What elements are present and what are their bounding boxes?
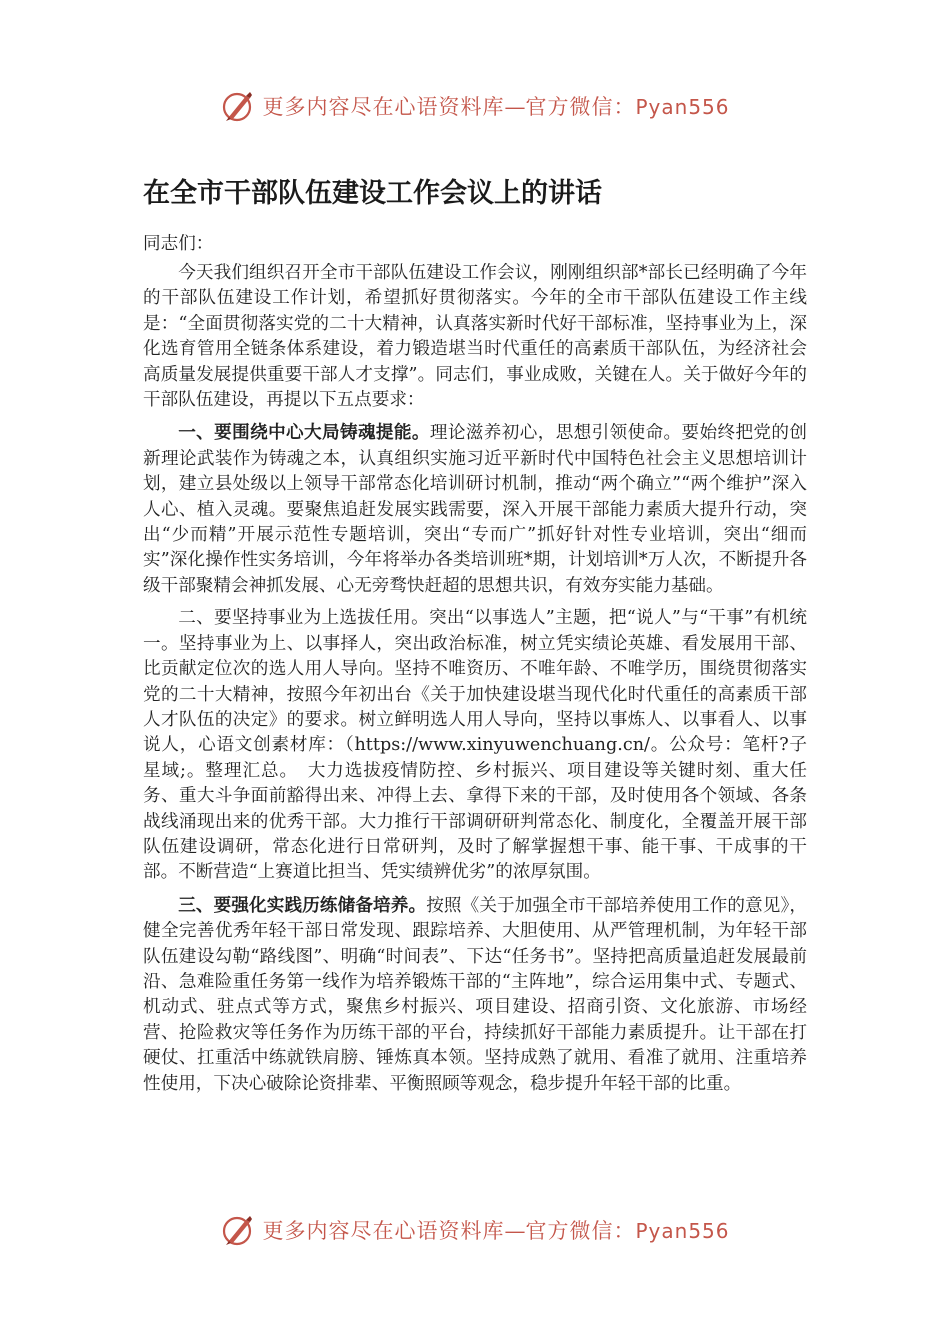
banner-main: 更多内容尽在心语资料库 (262, 1219, 505, 1243)
paragraph-point-1 (143, 420, 807, 599)
document-body (143, 230, 807, 1104)
banner-wechat-label: 官方微信： (525, 95, 636, 119)
paragraph-point-3 (143, 893, 807, 1097)
paragraph-text: 按照《关于加强全市干部培养使用工作的意见》，健全完善优秀年轻干部日常发现、跟踪培养、大胆使用、从严管理机制，为年轻干部队伍建设勾勒“路线图”、明确“时间表”、下达“任务书”。坚持把高质量追赶发展最前沿、急难险重任务第一线作为培养锻炼干部的“主阵地”，综合运用集中式、专题式、机动式、驻点式等方式，聚焦乡村振兴、项目建设、招商引资、文化旅游、市场经营、抢险救灾等任务作为历练干部的平台，持续抓好干部能力素质提升。让干部在打硬仗、扛重活中练就铁肩膀、锤炼真本领。坚持成熟了就用、看准了就用、注重培养性使用，下决心破除论资排辈、平衡照顾等观念，稳步提升年轻干部的比重。 (143, 895, 807, 1094)
banner-separator: — (504, 1219, 526, 1243)
banner-wechat-label: 官方微信： (525, 1219, 636, 1243)
banner-separator: — (504, 95, 526, 119)
banner-wechat-id: Pyan556 (635, 1219, 730, 1243)
paragraph-text: 理论滋养初心，思想引领使命。要始终把党的创新理论武装作为铸魂之本，认真组织实施习近平新时代中国特色社会主义思想培训计划，建立县处级以上领导干部常态化培训研讨机制，推动“两个确立”“两个维护”深入人心、植入灵魂。要聚焦追赶发展实践需要，深入开展干部能力素质大提升行动，突出“少而精”开展示范性专题培训，突出“专而广”抓好针对性专业培训，突出“细而实”深化操作性实务培训，今年将举办各类培训班*期，计划培训*万人次，不断提升各级干部聚精会神抓发展、心无旁骛快赶超的思想共识，有效夯实能力基础。 (143, 423, 807, 596)
greeting: 同志们： (143, 234, 214, 254)
paragraph-text: 二、要坚持事业为上选拔任用。突出“以事选人”主题，把“说人”与“干事”有机统一。坚持事业为上、以事择人，突出政治标准，树立凭实绩论英雄、看发展用干部、比贡献定位次的选人用人导向。坚持不唯资历、不唯年龄、不唯学历，围绕贯彻落实党的二十大精神，按照今年初出台《关于加快建设堪当现代化时代重任的高素质干部人才队伍的决定》的要求。树立鲜明选人用人导向，坚持以事炼人、以事看人、以事说人，心语文创素材库：（https://www.xinyuwenchuang.cn/。公众号：笔杆?子星域;。整理汇总。 大力选拔疫情防控、乡村振兴、项目建设等关键时刻、重大任务、重大斗争面前豁得出来、冲得上去、拿得下来的干部，及时使用各个领域、各条战线涌现出来的优秀干部。大力推行干部调研研判常态化、制度化，全覆盖开展干部队伍建设调研，常态化进行日常研判，及时了解掌握想干事、能干事、干成事的干部。不断营造“上赛道比担当、凭实绩辨优劣”的浓厚氛围。 (143, 608, 807, 883)
banner-main: 更多内容尽在心语资料库 (262, 95, 505, 119)
footer-banner (0, 1206, 950, 1254)
paragraph-point-2 (143, 606, 807, 885)
document-title: 在全市干部队伍建设工作会议上的讲话 (143, 178, 602, 209)
banner-inner (220, 88, 729, 124)
paragraph-lead: 三、要强化实践历练储备培养。 (178, 894, 427, 916)
header-banner (0, 82, 950, 130)
banner-inner (220, 1212, 729, 1248)
pen-logo-icon (220, 88, 256, 124)
paragraph-intro (143, 261, 807, 413)
banner-wechat-id: Pyan556 (635, 95, 730, 119)
paragraph-text: 今天我们组织召开全市干部队伍建设工作会议，刚刚组织部*部长已经明确了今年的干部队伍建设工作计划，希望抓好贯彻落实。今年的全市干部队伍建设工作主线是：“全面贯彻落实党的二十大精神，认真落实新时代好干部标准，坚持事业为上，深化选育管用全链条体系建设，着力锻造堪当时代重任的高素质干部队伍，为经济社会高质量发展提供重要干部人才支撑”。同志们，事业成败，关键在人。关于做好今年的干部队伍建设，再提以下五点要求： (143, 263, 807, 411)
banner-text (262, 91, 729, 121)
banner-text (262, 1215, 729, 1245)
pen-logo-icon (220, 1212, 256, 1248)
paragraph-lead: 一、要围绕中心大局铸魂提能。 (178, 422, 430, 444)
